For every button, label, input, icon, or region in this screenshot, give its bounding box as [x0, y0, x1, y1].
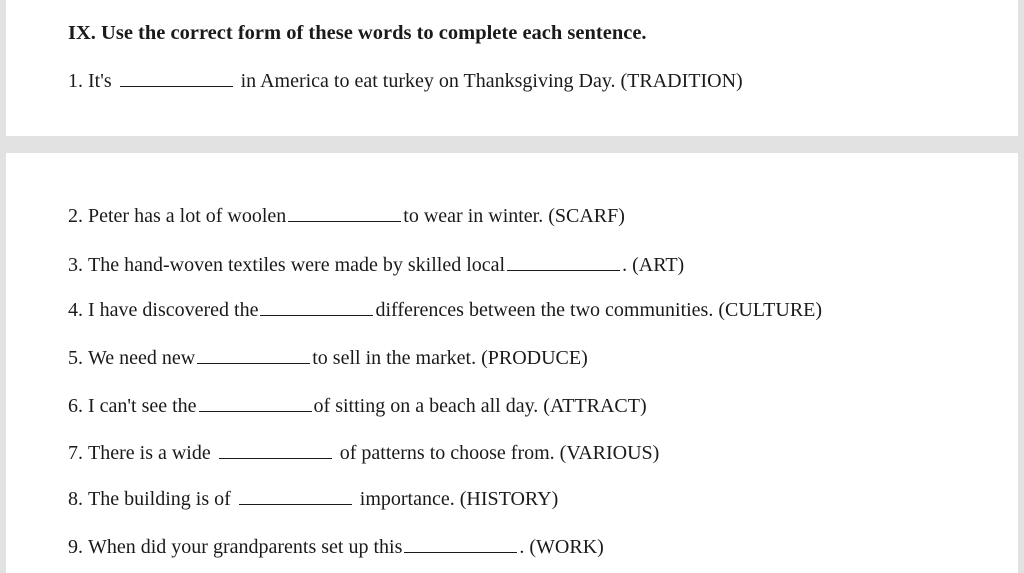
- answer-blank-8[interactable]: [239, 486, 352, 505]
- answer-blank-9[interactable]: [404, 534, 517, 553]
- answer-blank-4[interactable]: [260, 297, 373, 316]
- sentence-9: 9. When did your grandparents set up this . (WORK): [68, 536, 604, 558]
- sentence-5: 5. We need new to sell in the market. (PRODUCE): [68, 347, 588, 369]
- sentence-8: 8. The building is of importance. (HISTORY): [68, 488, 559, 510]
- sentence-4: 4. I have discovered the differences between the two communities. (CULTURE): [68, 299, 823, 321]
- exercise-heading: IX. Use the correct form of these words to complete each sentence.: [68, 22, 647, 44]
- sentence-1: 1. It's in America to eat turkey on Thanksgiving Day. (TRADITION): [68, 70, 743, 92]
- answer-blank-5[interactable]: [197, 345, 310, 364]
- answer-blank-6[interactable]: [199, 393, 312, 412]
- answer-blank-2[interactable]: [288, 203, 401, 222]
- sentence-2: 2. Peter has a lot of woolen to wear in winter. (SCARF): [68, 205, 625, 227]
- sentence-6: 6. I can't see the of sitting on a beach all day. (ATTRACT): [68, 395, 647, 417]
- sentence-7: 7. There is a wide of patterns to choose from. (VARIOUS): [68, 442, 660, 464]
- sentence-3: 3. The hand-woven textiles were made by skilled local . (ART): [68, 254, 685, 276]
- answer-blank-7[interactable]: [219, 440, 332, 459]
- answer-blank-1[interactable]: [120, 68, 233, 87]
- answer-blank-3[interactable]: [507, 252, 620, 271]
